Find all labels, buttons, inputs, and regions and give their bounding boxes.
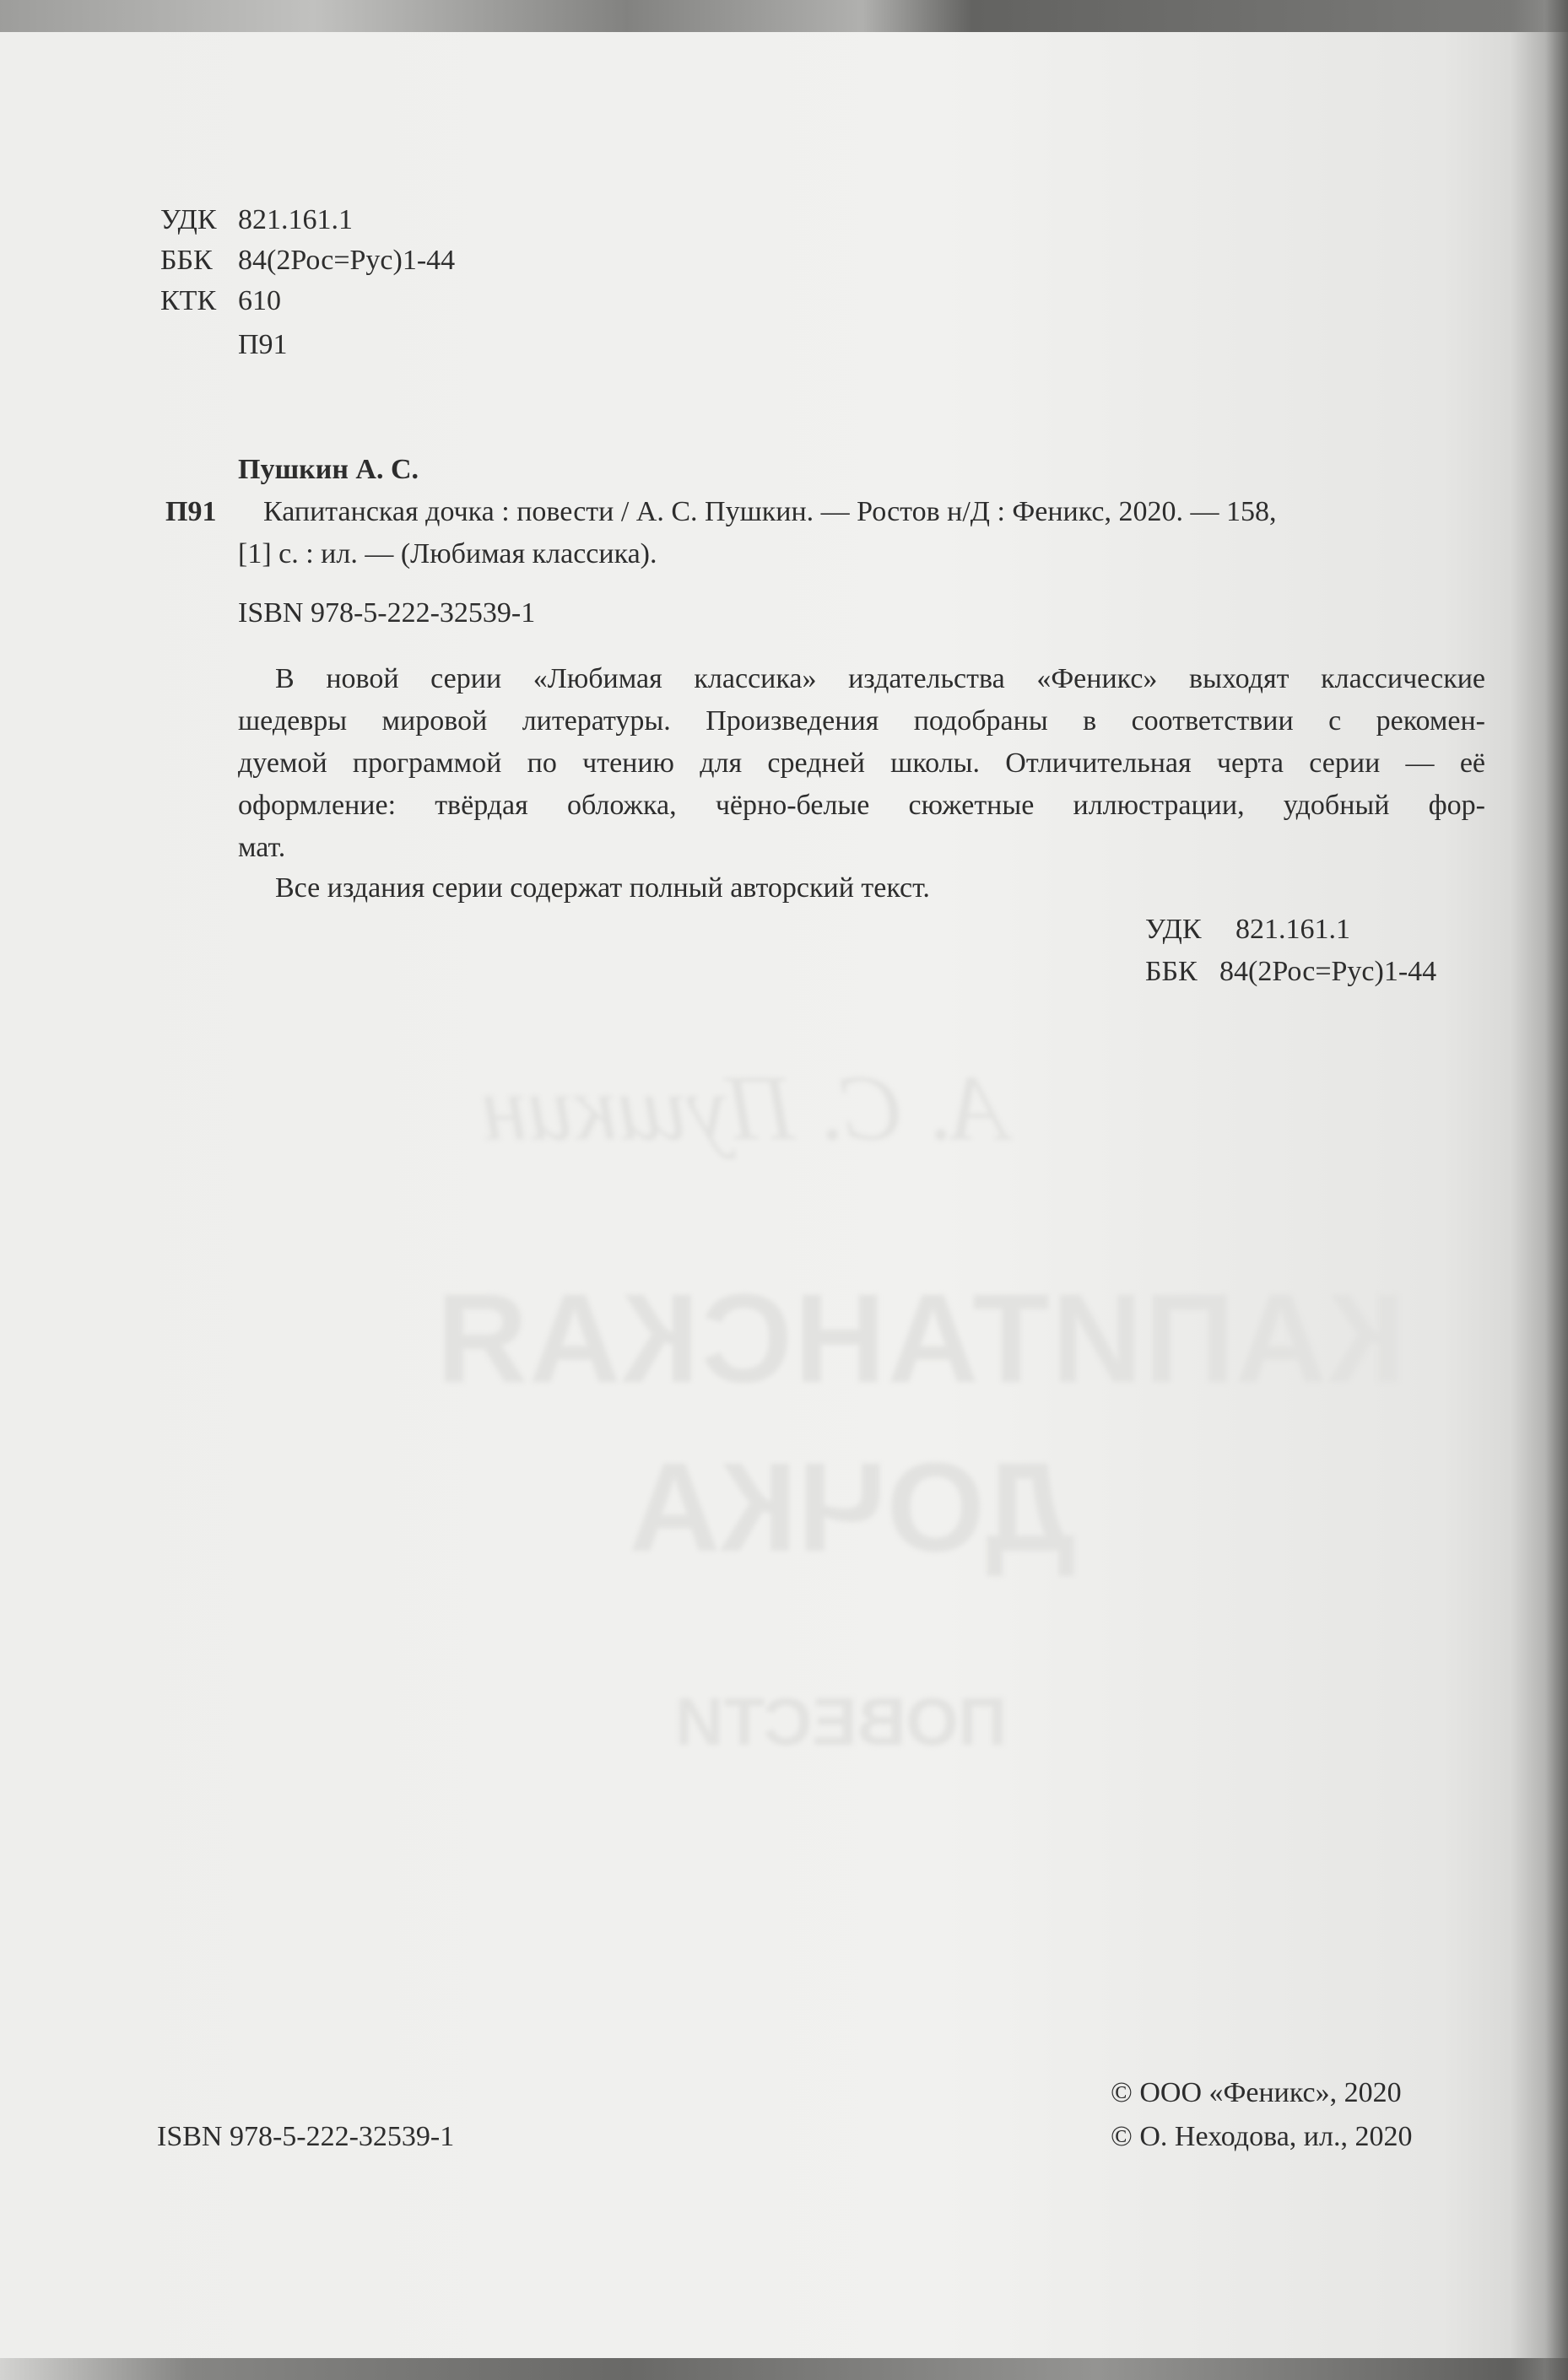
scan-edge-bottom <box>0 2358 1568 2380</box>
annotation-paragraph <box>238 658 1485 869</box>
author-heading: Пушкин А. С. <box>238 454 419 485</box>
record-isbn: ISBN 978-5-222-32539-1 <box>238 597 536 629</box>
annotation-line: дуемой программой по чтению для средней школы. Отличительная черта серии — её <box>238 747 1485 779</box>
annotation-line: оформление: твёрдая обложка, чёрно-белые сюжетные иллюстрации, удобный фор- <box>238 790 1485 821</box>
show-through-title-line1: КАПИТАНСКАЯ <box>435 1267 1406 1409</box>
copyright-illustrator: © О. Неходова, ил., 2020 <box>1111 2121 1413 2152</box>
show-through-subtitle: ПОВЕСТИ <box>675 1684 1008 1759</box>
annotation-note: Все издания серии содержат полный авторский текст. <box>275 872 930 904</box>
scan-edge-right <box>1511 0 1568 2380</box>
ktk-value: 610 <box>238 285 281 316</box>
footer-isbn: ISBN 978-5-222-32539-1 <box>157 2121 455 2152</box>
show-through-author: А. С. Пушкин <box>481 1056 1007 1159</box>
udk-value-top: 821.161.1 <box>238 204 353 235</box>
udk-value-bottom: 821.161.1 <box>1235 914 1350 945</box>
annotation-line: В новой серии «Любимая классика» издательства «Феникс» выходят классические <box>275 663 1485 694</box>
author-mark: П91 <box>238 329 288 360</box>
bbk-label-top: ББК <box>160 245 213 276</box>
show-through-title-line2: ДОЧКА <box>629 1436 1075 1578</box>
scan-edge-top <box>0 0 1568 32</box>
record-line-2: [1] с. : ил. — (Любимая классика). <box>238 538 657 569</box>
udk-label-bottom: УДК <box>1145 914 1202 945</box>
record-mark: П91 <box>165 496 217 527</box>
udk-label-top: УДК <box>160 204 217 235</box>
bbk-value-top: 84(2Рос=Рус)1-44 <box>238 245 456 276</box>
ktk-label: КТК <box>160 285 217 316</box>
bbk-label-bottom: ББК <box>1145 956 1198 987</box>
record-line-1: Капитанская дочка : повести / А. С. Пушкин. — Ростов н/Д : Феникс, 2020. — 158, <box>263 496 1277 527</box>
annotation-line: мат. <box>238 832 286 863</box>
annotation-line: шедевры мировой литературы. Произведения подобраны в соответствии с рекомен- <box>238 705 1485 737</box>
bbk-value-bottom: 84(2Рос=Рус)1-44 <box>1219 956 1437 987</box>
copyright-publisher: © ООО «Феникс», 2020 <box>1111 2077 1402 2108</box>
